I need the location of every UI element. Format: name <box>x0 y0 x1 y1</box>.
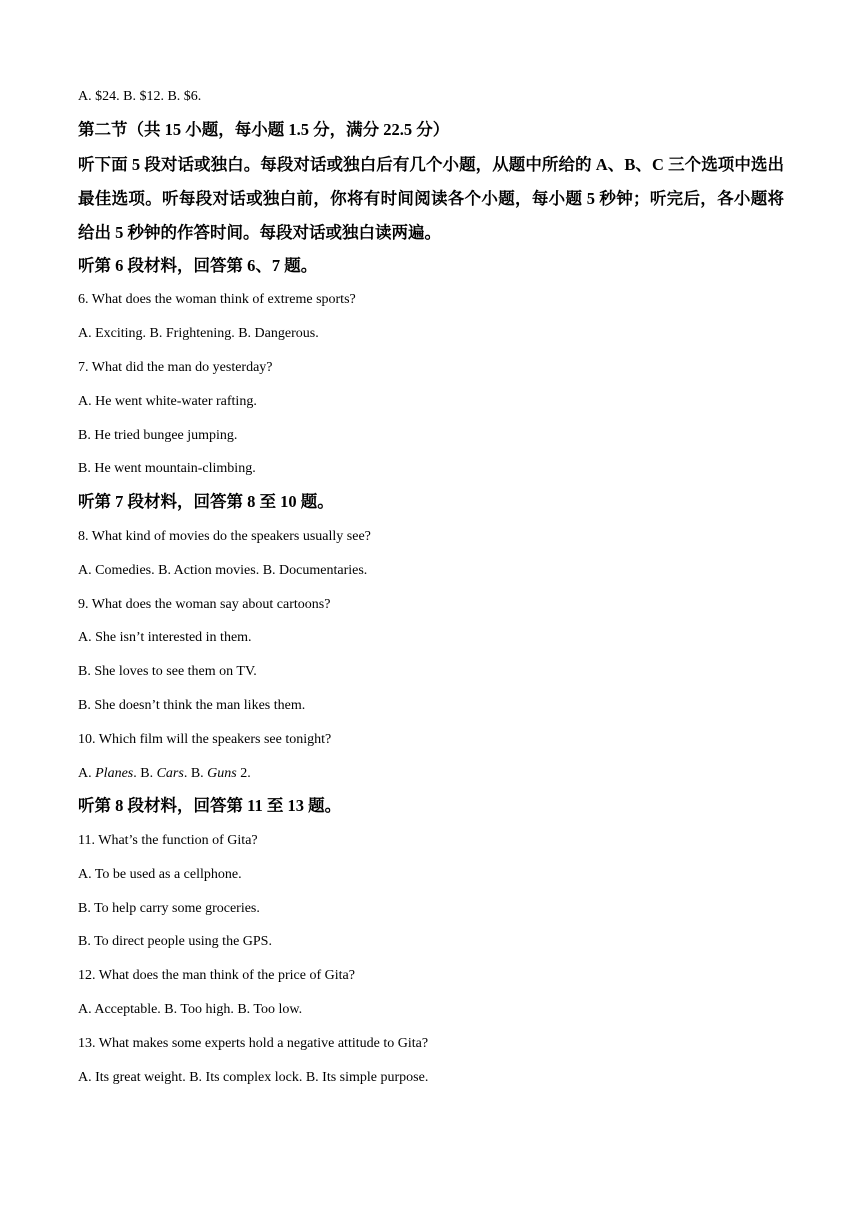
q7-option-c: B. He went mountain-climbing. <box>78 461 256 476</box>
q8-options: A. Comedies. B. Action movies. B. Documentaries. <box>78 563 368 578</box>
q13-question: 13. What makes some experts hold a negative attitude to Gita? <box>78 1036 429 1051</box>
q7-option-a: A. He went white-water rafting. <box>78 394 257 409</box>
q7-option-b: B. He tried bungee jumping. <box>78 428 238 443</box>
q10-option-b-title: Cars <box>156 766 184 781</box>
q11-option-a: A. To be used as a cellphone. <box>78 867 242 882</box>
q12-options: A. Acceptable. B. Too high. B. Too low. <box>78 1002 303 1017</box>
q6-question: 6. What does the woman think of extreme sports? <box>78 292 356 307</box>
q13-options: A. Its great weight. B. Its complex lock. B. Its simple purpose. <box>78 1070 429 1085</box>
q8-question: 8. What kind of movies do the speakers usually see? <box>78 529 371 544</box>
q10-option-c-suffix: 2. <box>236 766 251 781</box>
q10-option-a-title: Planes <box>95 766 134 781</box>
q12-question: 12. What does the man think of the price of Gita? <box>78 968 355 983</box>
q10-option-c-prefix: . B. <box>183 766 208 781</box>
q10-option-a-prefix: A. <box>78 766 96 781</box>
q9-option-b: B. She loves to see them on TV. <box>78 664 257 679</box>
q9-question: 9. What does the woman say about cartoons? <box>78 597 331 612</box>
q10-option-b-prefix: . B. <box>133 766 157 781</box>
q11-option-c: B. To direct people using the GPS. <box>78 934 272 949</box>
q10-option-c-title: Guns <box>207 766 237 781</box>
q9-option-c: B. She doesn’t think the man likes them. <box>78 698 306 713</box>
q10-question: 10. Which film will the speakers see tonight? <box>78 732 332 747</box>
section2-header: 第二节（共 15 小题，每小题 1.5 分，满分 22.5 分） <box>78 120 450 139</box>
q11-option-b: B. To help carry some groceries. <box>78 901 260 916</box>
q10-options <box>78 765 251 783</box>
material8-header: 听第 8 段材料，回答第 11 至 13 题。 <box>78 796 342 815</box>
q9-option-a: A. She isn’t interested in them. <box>78 630 252 645</box>
q6-options: A. Exciting. B. Frightening. B. Dangerous. <box>78 326 319 341</box>
q5-options: A. $24. B. $12. B. $6. <box>78 89 202 104</box>
section2-instructions: 听下面 5 段对话或独白。每段对话或独白后有几个小题，从题中所给的 A、B、C 三个选项中选出最佳选项。听每段对话或独白前，你将有时间阅读各个小题，每小题 5 秒钟；听完后，各小题将给出 5 秒钟的作答时间。每段对话或独白读两遍。 <box>78 155 784 242</box>
q11-question: 11. What’s the function of Gita? <box>78 833 258 848</box>
material6-header: 听第 6 段材料，回答第 6、7 题。 <box>78 256 318 275</box>
material7-header: 听第 7 段材料，回答第 8 至 10 题。 <box>78 492 334 511</box>
q7-question: 7. What did the man do yesterday? <box>78 360 273 375</box>
